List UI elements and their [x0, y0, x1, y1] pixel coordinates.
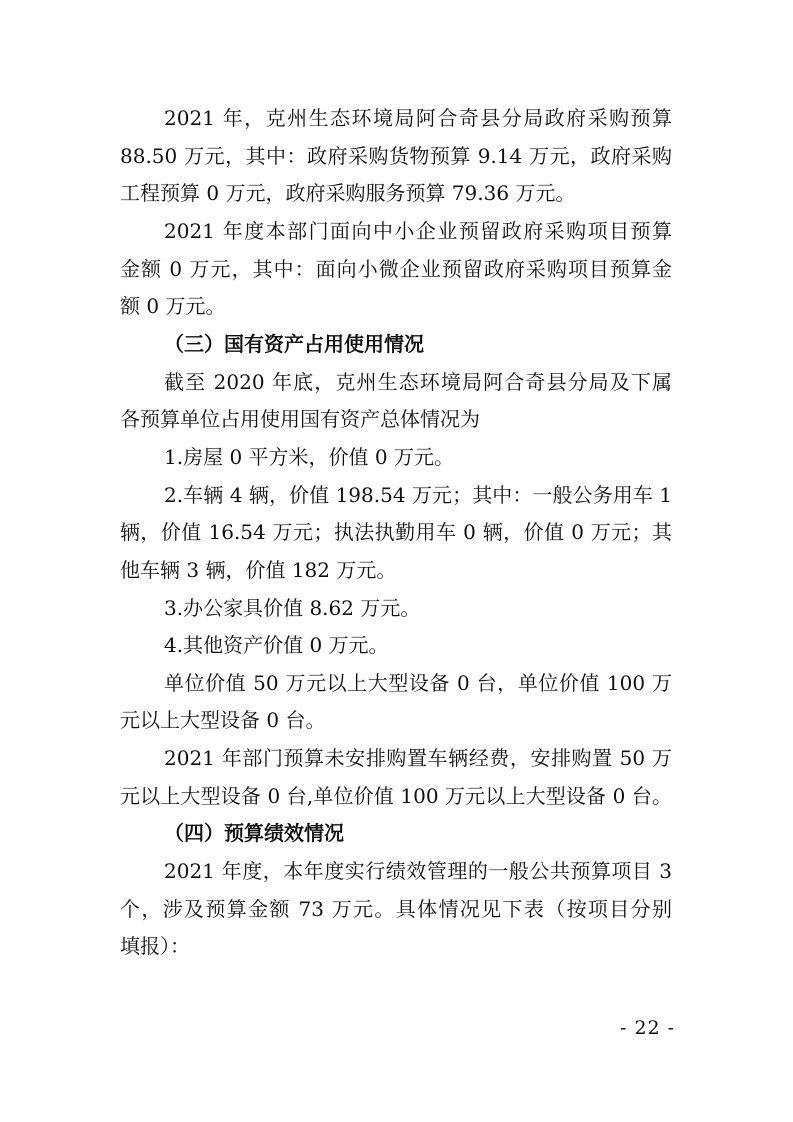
text-line: 2021 年度本部门面向中小企业预留政府采购项目预算 [164, 219, 672, 243]
text-line: 他车辆 3 辆，价值 182 万元。 [120, 558, 397, 582]
text-line: 1.房屋 0 平方米，价值 0 万元。 [164, 445, 454, 469]
text-line: 各预算单位占用使用国有资产总体情况为 [120, 407, 480, 431]
text-line: 2021 年，克州生态环境局阿合奇县分局政府采购预算 [164, 106, 672, 130]
text-line: 金额 0 万元，其中：面向小微企业预留政府采购项目预算金 [120, 257, 672, 281]
text-line: 2021 年部门预算未安排购置车辆经费，安排购置 50 万 [164, 746, 672, 770]
text-line: 个，涉及预算金额 73 万元。具体情况见下表（按项目分别 [120, 897, 672, 921]
text-line: 辆，价值 16.54 万元；执法执勤用车 0 辆，价值 0 万元；其 [120, 520, 672, 544]
text-line: 额 0 万元。 [120, 294, 226, 318]
text-line: 元以上大型设备 0 台。 [120, 708, 326, 732]
text-line: 2.车辆 4 辆，价值 198.54 万元；其中：一般公务用车 1 [164, 483, 672, 507]
text-line: 88.50 万元，其中：政府采购货物预算 9.14 万元，政府采购 [120, 144, 672, 168]
page-number: - 22 - [620, 1017, 676, 1039]
text-line: 单位价值 50 万元以上大型设备 0 台，单位价值 100 万 [164, 671, 672, 695]
text-line: 4.其他资产价值 0 万元。 [164, 633, 389, 657]
section-heading: （四）预算绩效情况 [164, 821, 344, 845]
text-line: 填报）： [120, 934, 190, 958]
text-line: 元以上大型设备 0 台,单位价值 100 万元以上大型设备 0 台。 [120, 784, 672, 808]
text-line: 工程预算 0 万元，政府采购服务预算 79.36 万元。 [120, 181, 576, 205]
text-line: 3.办公家具价值 8.62 万元。 [164, 596, 421, 620]
text-line: 截至 2020 年底，克州生态环境局阿合奇县分局及下属 [164, 370, 672, 394]
section-heading: （三）国有资产占用使用情况 [164, 332, 424, 356]
text-line: 2021 年度，本年度实行绩效管理的一般公共预算项目 3 [164, 859, 672, 883]
